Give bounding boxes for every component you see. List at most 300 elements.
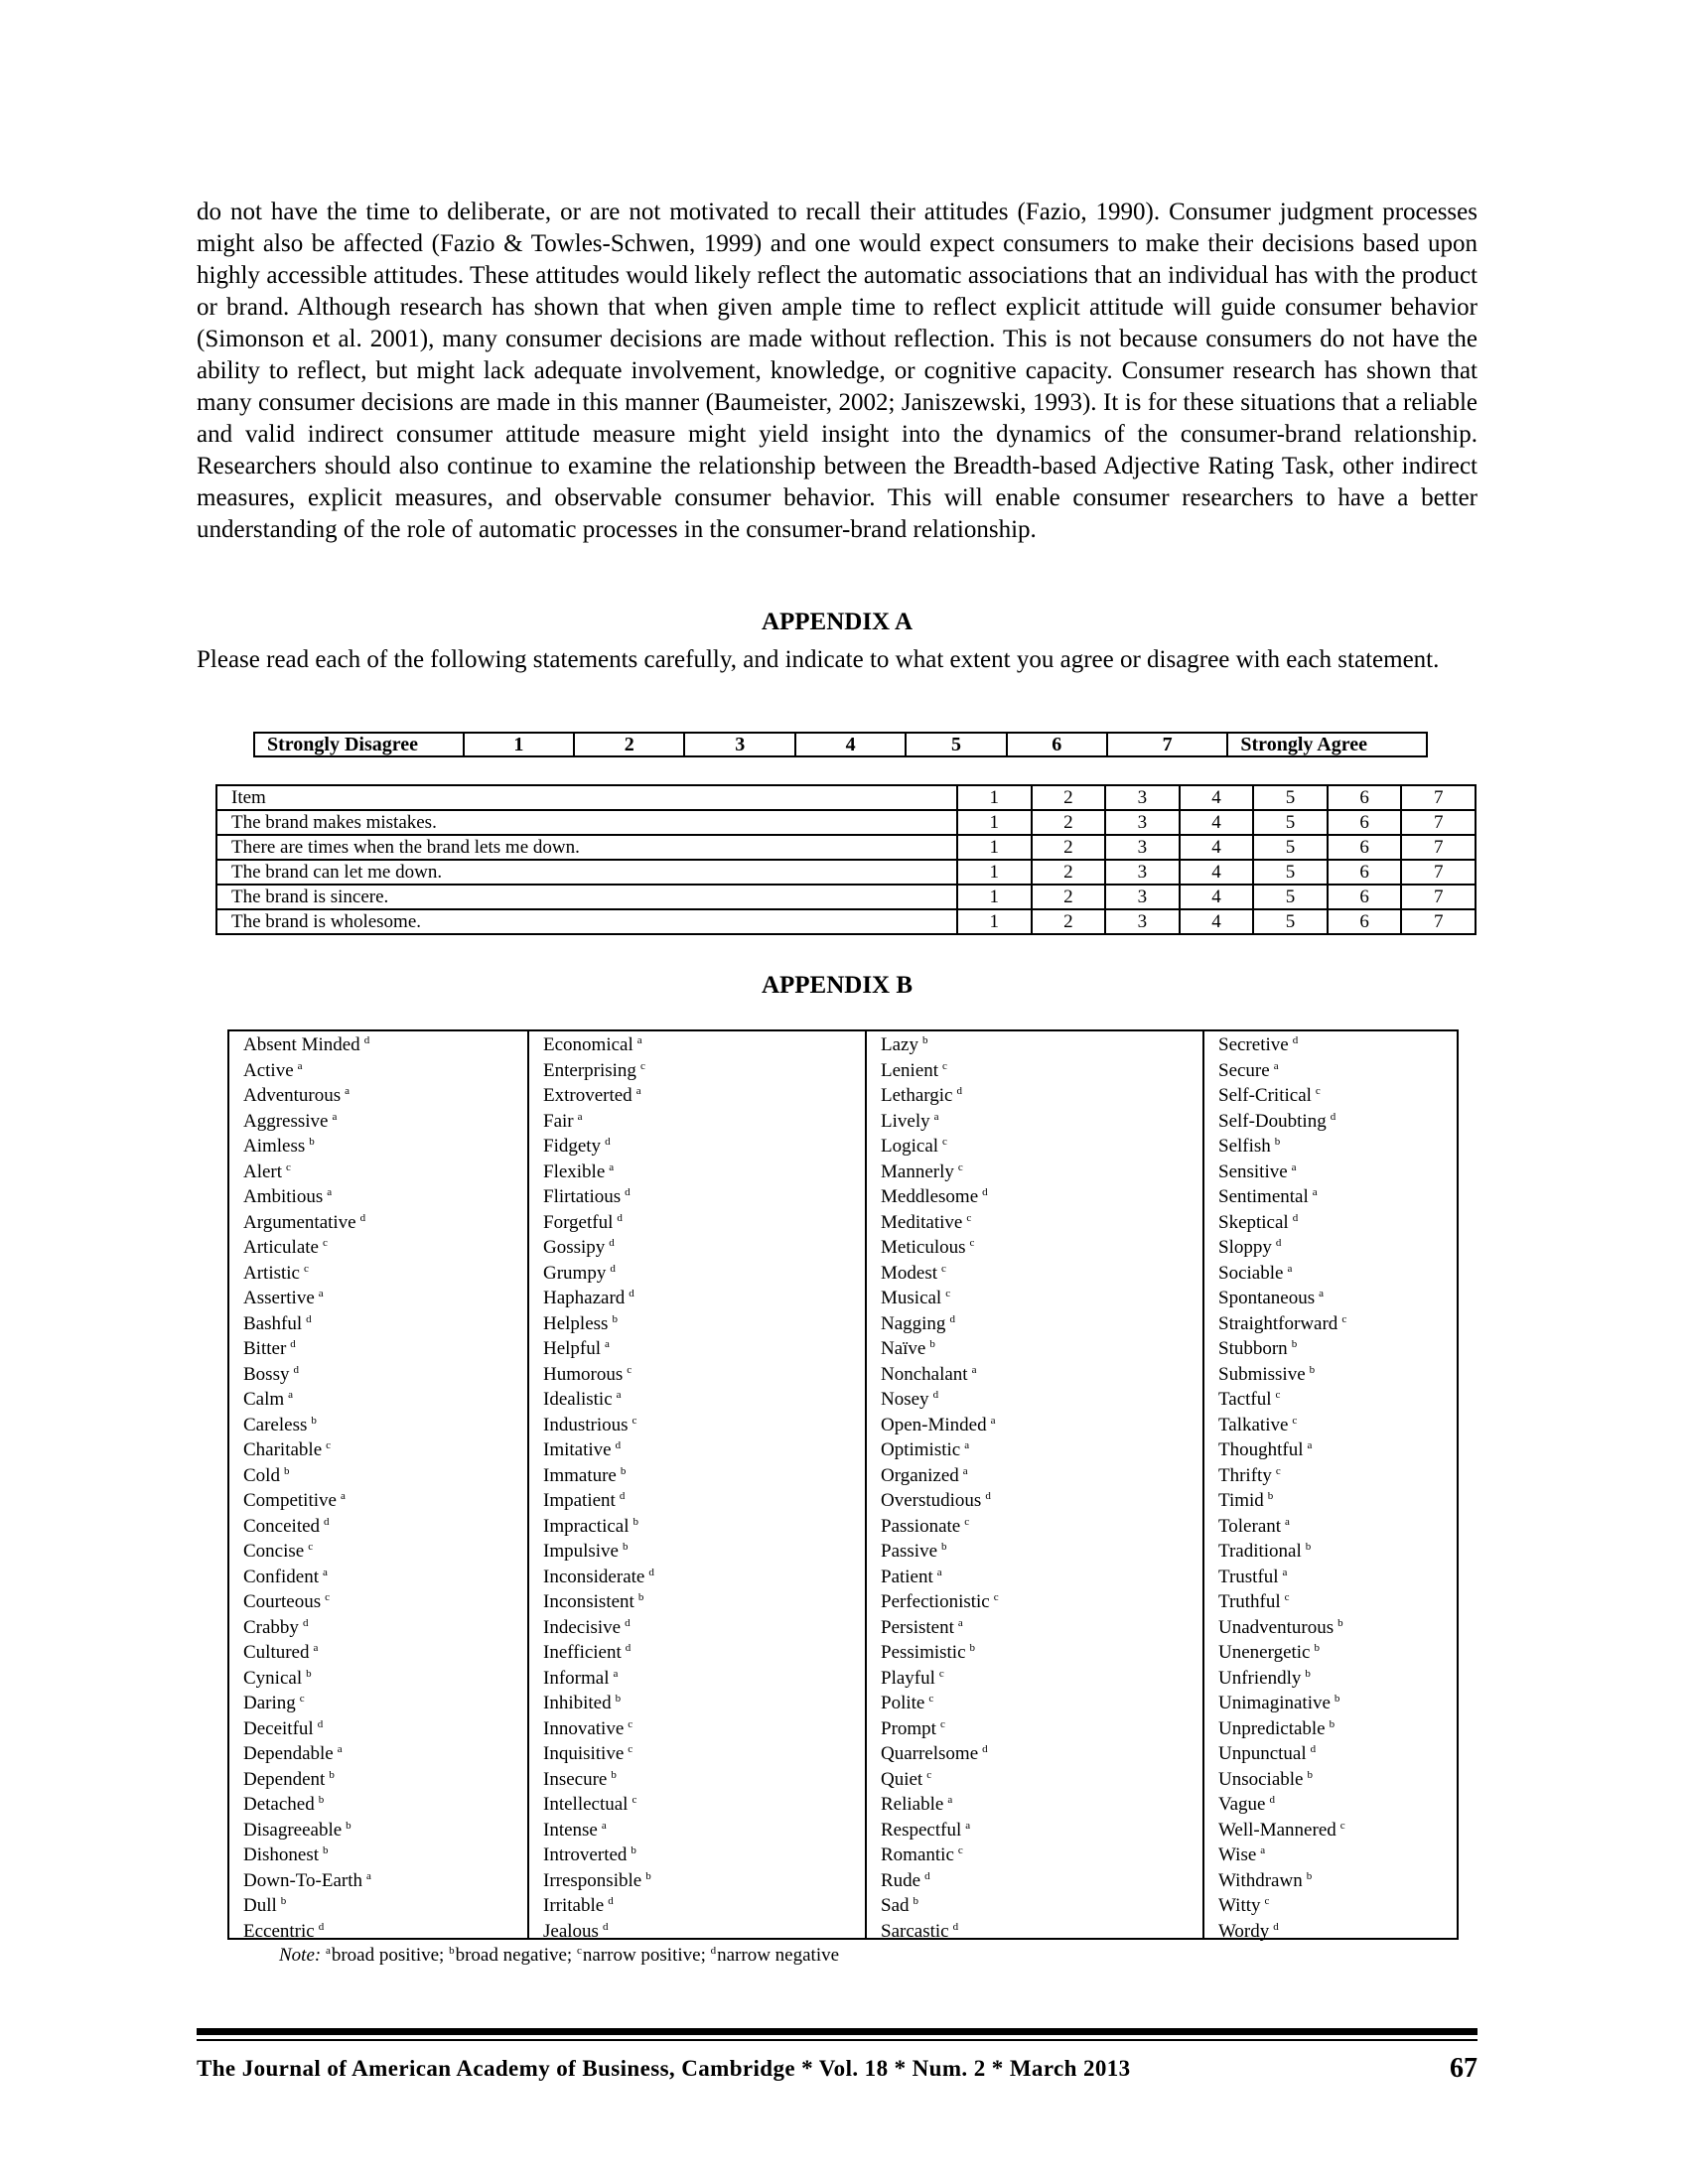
adjective-category-marker: b [1314, 1642, 1320, 1654]
item-statement: The brand is wholesome. [216, 909, 957, 934]
adjective-category-marker: a [1273, 1059, 1279, 1072]
adjective-item [243, 1387, 527, 1413]
adjective-category-marker: a [288, 1389, 294, 1401]
adjective-category-marker: d [629, 1288, 634, 1299]
item-scale-value: 4 [1180, 810, 1254, 835]
adjective-category-marker: a [1260, 1844, 1266, 1856]
adjective-word: Cynical [243, 1667, 303, 1689]
adjective-item [543, 1235, 865, 1261]
adjective-item [881, 1514, 1202, 1540]
adjective-category-marker: b [1329, 1717, 1336, 1730]
adjective-category-marker: d [617, 1211, 623, 1224]
item-scale-value: 2 [1032, 885, 1106, 909]
adjective-word: Unpunctual [1218, 1743, 1307, 1764]
adjective-item [1218, 1741, 1457, 1767]
adjective-item [1218, 1387, 1457, 1413]
adjective-word: Persistent [881, 1616, 954, 1638]
adjective-word: Secretive [1218, 1034, 1289, 1055]
item-row [216, 810, 1476, 835]
adjective-word: Imitative [543, 1439, 612, 1460]
adjective-word: Playful [881, 1667, 935, 1689]
adjective-word: Truthful [1218, 1591, 1281, 1612]
scale-point: 3 [684, 733, 794, 756]
adjective-word: Well-Mannered [1218, 1819, 1336, 1841]
adjective-word: Straightforward [1218, 1312, 1338, 1334]
adjective-word: Daring [243, 1693, 296, 1713]
adjective-item [881, 1184, 1202, 1210]
adjective-word: Intellectual [543, 1794, 629, 1815]
adjective-word: Passionate [881, 1515, 961, 1537]
adjective-item [1218, 1235, 1457, 1261]
adjective-category-marker: a [577, 1110, 583, 1123]
adjective-item [1218, 1134, 1457, 1160]
item-scale-value: 2 [1032, 909, 1106, 934]
adjective-word: Haphazard [543, 1288, 626, 1308]
adjective-word: Trustful [1218, 1566, 1279, 1587]
adjective-category-marker: a [601, 1819, 607, 1832]
item-scale-value: 7 [1401, 860, 1476, 885]
note-text: narrow negative [717, 1945, 840, 1966]
item-scale-value: 1 [957, 835, 1032, 860]
adjective-category-marker: d [290, 1338, 296, 1350]
item-scale-value: 3 [1105, 860, 1180, 885]
item-scale-value: 6 [1328, 909, 1402, 934]
adjective-item [1218, 1640, 1457, 1666]
adjective-category-marker: c [964, 1515, 970, 1528]
adjective-word: Informal [543, 1667, 610, 1689]
adjective-word: Impulsive [543, 1541, 619, 1562]
adjective-word: Thrifty [1218, 1464, 1272, 1486]
adjective-word: Courteous [243, 1591, 322, 1612]
adjective-item [881, 1362, 1202, 1388]
adjective-category-marker: b [1267, 1490, 1274, 1502]
adjective-word: Spontaneous [1218, 1288, 1316, 1308]
adjective-item [1218, 1463, 1457, 1489]
adjective-word: Aggressive [243, 1110, 329, 1132]
adjective-word: Unpredictable [1218, 1717, 1326, 1739]
item-scale-value: 5 [1253, 885, 1328, 909]
adjective-item [1218, 1160, 1457, 1185]
adjective-item [881, 1767, 1202, 1793]
item-scale-value: 4 [1180, 860, 1254, 885]
adjective-category-marker: b [637, 1591, 644, 1603]
item-statement: The brand is sincere. [216, 885, 957, 909]
adjective-item [243, 1792, 527, 1818]
item-scale-value: 4 [1180, 909, 1254, 934]
scale-point: 4 [795, 733, 906, 756]
adjective-word: Vague [1218, 1794, 1266, 1815]
adjective-category-marker: a [1319, 1288, 1324, 1299]
adjective-item [1218, 1184, 1457, 1210]
adjective-category-marker: a [990, 1414, 996, 1427]
adjective-item [243, 1919, 527, 1945]
adjective-word: Mannerly [881, 1160, 954, 1182]
adjective-word: Artistic [243, 1262, 300, 1284]
adjective-item [881, 1539, 1202, 1565]
adjective-category-marker: a [936, 1566, 942, 1578]
adjective-category-marker: b [329, 1768, 335, 1781]
adjective-item [243, 1235, 527, 1261]
adjective-word: Inefficient [543, 1642, 622, 1663]
adjective-word: Tactful [1218, 1389, 1272, 1410]
item-scale-value: 4 [1180, 885, 1254, 909]
adjective-category-marker: b [323, 1844, 329, 1856]
adjective-word: Flirtatious [543, 1186, 622, 1207]
footer-journal-citation: The Journal of American Academy of Business, Cambridge * Vol. 18 * Num. 2 * March 2013 [197, 2056, 1131, 2081]
adjective-category-marker: d [1273, 1920, 1279, 1933]
adjective-category-marker: a [947, 1794, 953, 1806]
adjective-category-marker: a [297, 1059, 303, 1072]
adjective-category-marker: b [623, 1541, 629, 1553]
adjective-word: Calm [243, 1389, 285, 1410]
adjective-item [243, 1160, 527, 1185]
adjective-item [1218, 1716, 1457, 1742]
adjective-word: Nagging [881, 1312, 946, 1334]
adjective-category-marker: a [1312, 1186, 1318, 1198]
adjective-word: Eccentric [243, 1920, 315, 1942]
adjective-word: Witty [1218, 1895, 1261, 1916]
adjective-item [1218, 1109, 1457, 1135]
adjective-category-marker: a [318, 1288, 324, 1299]
item-scale-value: 5 [1253, 835, 1328, 860]
adjective-item [881, 1691, 1202, 1716]
adjective-word: Open-Minded [881, 1414, 987, 1435]
adjective-category-marker: a [332, 1110, 338, 1123]
adjective-item [881, 1589, 1202, 1615]
item-scale-value: 6 [1328, 860, 1402, 885]
adjective-item [881, 1640, 1202, 1666]
adjective-category-marker: b [1291, 1338, 1298, 1350]
adjective-word: Unimaginative [1218, 1693, 1331, 1713]
adjective-item [1218, 1311, 1457, 1337]
adjective-category-marker: c [1315, 1085, 1321, 1097]
adjective-category-marker: b [1309, 1363, 1316, 1376]
adjective-category-marker: d [359, 1211, 366, 1224]
adjective-word: Industrious [543, 1414, 629, 1435]
adjective-category-marker: d [619, 1490, 626, 1502]
adjective-word: Sad [881, 1895, 910, 1916]
adjective-category-marker: c [632, 1794, 637, 1806]
scale-label-disagree: Strongly Disagree [254, 733, 464, 756]
adjective-word: Articulate [243, 1237, 319, 1258]
items-header-cell: Item [216, 785, 957, 810]
adjective-word: Absent Minded [243, 1034, 360, 1055]
adjective-category-marker: d [363, 1034, 370, 1046]
adjective-item [243, 1058, 527, 1084]
adjective-category-marker: d [302, 1616, 309, 1629]
adjective-item [543, 1032, 865, 1058]
adjective-item [1218, 1792, 1457, 1818]
adjective-column [865, 1031, 1202, 1942]
adjective-item [1218, 1261, 1457, 1287]
adjective-category-marker: c [304, 1262, 309, 1275]
adjective-item [243, 1691, 527, 1716]
item-row [216, 909, 1476, 934]
adjective-category-marker: c [1275, 1389, 1281, 1401]
item-scale-value: 6 [1328, 835, 1402, 860]
adjective-word: Disagreeable [243, 1819, 343, 1841]
adjective-item [1218, 1868, 1457, 1894]
adjective-item [881, 1134, 1202, 1160]
adjective-word: Romantic [881, 1844, 954, 1865]
adjective-category-marker: d [306, 1312, 312, 1325]
adjective-category-marker: a [635, 1085, 641, 1097]
adjective-category-marker: b [318, 1794, 325, 1806]
item-scale-value: 3 [1105, 909, 1180, 934]
adjective-category-marker: b [1337, 1616, 1343, 1629]
adjective-category-marker: b [1305, 1541, 1312, 1553]
adjective-word: Dependent [243, 1768, 326, 1790]
adjective-category-marker: c [628, 1717, 633, 1730]
adjective-item [243, 1261, 527, 1287]
adjective-item [543, 1261, 865, 1287]
adjective-word: Perfectionistic [881, 1591, 990, 1612]
adjective-word: Assertive [243, 1288, 315, 1308]
footer-rule [197, 2028, 1477, 2035]
adjective-word: Irresponsible [543, 1869, 642, 1891]
page-number: 67 [1450, 2053, 1477, 2084]
adjective-category-marker: a [1287, 1262, 1293, 1275]
adjective-word: Aimless [243, 1136, 306, 1157]
note-marker: d [710, 1945, 717, 1957]
adjective-word: Tolerant [1218, 1515, 1282, 1537]
adjective-category-marker: b [645, 1869, 651, 1882]
scale-point: 5 [906, 733, 1006, 756]
adjective-item [881, 1261, 1202, 1287]
adjective-word: Extroverted [543, 1085, 633, 1106]
adjective-word: Impractical [543, 1515, 630, 1537]
adjective-item [243, 1336, 527, 1362]
item-row [216, 860, 1476, 885]
adjective-word: Quarrelsome [881, 1743, 979, 1764]
adjective-category-marker: c [299, 1693, 305, 1705]
adjective-word: Competitive [243, 1490, 337, 1511]
adjective-word: Meddlesome [881, 1186, 979, 1207]
item-scale-value: 5 [1253, 810, 1328, 835]
adjective-category-marker: d [293, 1363, 299, 1376]
item-scale-value: 3 [1105, 785, 1180, 810]
appendix-a-heading: APPENDIX A [761, 609, 914, 635]
adjective-item [543, 1286, 865, 1311]
item-scale-value: 5 [1253, 860, 1328, 885]
adjective-category-marker: a [1285, 1515, 1290, 1528]
adjective-word: Ambitious [243, 1186, 324, 1207]
adjective-item [1218, 1514, 1457, 1540]
note-text: narrow positive; [582, 1945, 706, 1966]
adjective-item [243, 1413, 527, 1438]
adjective-category-marker: c [632, 1414, 637, 1427]
adjective-item [881, 1919, 1202, 1945]
adjective-category-marker: b [921, 1034, 928, 1046]
adjective-word: Immature [543, 1464, 617, 1486]
adjective-category-marker: d [924, 1869, 930, 1882]
item-scale-value: 2 [1032, 810, 1106, 835]
adjective-word: Deceitful [243, 1717, 314, 1739]
adjective-category-marker: c [993, 1591, 999, 1603]
adjective-word: Bashful [243, 1312, 303, 1334]
adjective-word: Alert [243, 1160, 283, 1182]
note-text: broad positive; [331, 1945, 445, 1966]
adjective-word: Lively [881, 1110, 930, 1132]
adjective-category-marker: a [313, 1642, 319, 1654]
item-scale-value: 1 [957, 909, 1032, 934]
adjective-category-marker: d [318, 1920, 325, 1933]
adjective-item [543, 1463, 865, 1489]
adjective-item [543, 1792, 865, 1818]
adjective-category-marker: d [1269, 1794, 1275, 1806]
adjective-item [543, 1058, 865, 1084]
adjective-item [543, 1083, 865, 1109]
adjective-category-marker: a [965, 1819, 971, 1832]
adjective-column [229, 1031, 527, 1942]
adjective-item [1218, 1843, 1457, 1868]
adjective-word: Down-To-Earth [243, 1869, 363, 1891]
item-scale-value: 4 [1180, 835, 1254, 860]
adjective-word: Dishonest [243, 1844, 319, 1865]
adjective-item [543, 1184, 865, 1210]
adjective-word: Pessimistic [881, 1642, 966, 1663]
adjective-item [1218, 1893, 1457, 1919]
adjective-item [543, 1413, 865, 1438]
adjective-item [243, 1463, 527, 1489]
adjective-word: Meditative [881, 1211, 963, 1233]
adjective-item [881, 1666, 1202, 1692]
adjective-item [1218, 1615, 1457, 1641]
adjective-item [1218, 1589, 1457, 1615]
adjective-item [1218, 1565, 1457, 1590]
adjective-item [543, 1437, 865, 1463]
adjective-word: Unadventurous [1218, 1616, 1335, 1638]
adjective-category-marker: d [609, 1237, 615, 1249]
item-scale-value: 2 [1032, 860, 1106, 885]
adjective-category-marker: a [323, 1566, 328, 1578]
adjective-word: Flexible [543, 1160, 606, 1182]
adjective-item [543, 1160, 865, 1185]
scale-point: 6 [1007, 733, 1107, 756]
adjective-item [1218, 1437, 1457, 1463]
adjective-word: Gossipy [543, 1237, 606, 1258]
adjective-category-marker: c [945, 1288, 951, 1299]
adjective-item [243, 1843, 527, 1868]
adjective-word: Optimistic [881, 1439, 961, 1460]
adjective-category-marker: b [612, 1312, 618, 1325]
rating-scale-table [253, 732, 1428, 757]
adjective-category-marker: c [926, 1768, 932, 1781]
adjective-category-marker: d [1330, 1110, 1336, 1123]
adjective-item [1218, 1413, 1457, 1438]
scale-label-agree: Strongly Agree [1227, 733, 1427, 756]
adjective-category-marker: c [942, 1059, 947, 1072]
adjective-word: Idealistic [543, 1389, 613, 1410]
adjective-category-marker: c [308, 1541, 314, 1553]
item-scale-value: 7 [1401, 835, 1476, 860]
adjective-word: Charitable [243, 1439, 323, 1460]
note-marker: b [449, 1945, 455, 1957]
adjective-category-marker: b [913, 1895, 918, 1907]
adjective-category-marker: b [615, 1693, 622, 1705]
adjective-item [543, 1387, 865, 1413]
adjective-category-marker: c [1284, 1591, 1290, 1603]
adjective-category-marker: c [941, 1262, 946, 1275]
scale-point: 1 [464, 733, 574, 756]
adjective-word: Inquisitive [543, 1743, 625, 1764]
adjective-word: Bitter [243, 1338, 287, 1359]
item-scale-value: 7 [1401, 909, 1476, 934]
adjective-word: Wordy [1218, 1920, 1270, 1942]
adjective-category-marker: b [306, 1667, 312, 1680]
adjective-category-marker: b [969, 1642, 976, 1654]
adjective-word: Inconsiderate [543, 1566, 645, 1587]
note-label: Note: [279, 1945, 322, 1966]
adjective-word: Skeptical [1218, 1211, 1289, 1233]
adjective-word: Fair [543, 1110, 574, 1132]
adjective-item [881, 1336, 1202, 1362]
adjective-category-marker: b [1274, 1136, 1281, 1148]
adjective-category-marker: d [952, 1920, 959, 1933]
item-scale-value: 1 [957, 810, 1032, 835]
adjective-word: Selfish [1218, 1136, 1271, 1157]
adjective-category-marker: d [625, 1186, 631, 1198]
adjective-category-marker: d [1275, 1237, 1282, 1249]
adjective-category-marker: c [286, 1160, 291, 1173]
adjective-category-marker: a [971, 1363, 977, 1376]
adjective-item [881, 1893, 1202, 1919]
adjective-item [243, 1565, 527, 1590]
adjective-word: Dependable [243, 1743, 334, 1764]
adjective-item [243, 1437, 527, 1463]
adjective-category-marker: c [326, 1439, 332, 1451]
adjective-item [543, 1362, 865, 1388]
adjective-item [1218, 1767, 1457, 1793]
note-text: broad negative; [455, 1945, 573, 1966]
adjective-category-marker: c [957, 1160, 963, 1173]
adjective-category-marker: d [602, 1920, 609, 1933]
adjective-category-marker: d [982, 1186, 988, 1198]
item-scale-value: 3 [1105, 885, 1180, 909]
adjective-item [243, 1184, 527, 1210]
adjective-item [543, 1716, 865, 1742]
adjective-category-marker: c [322, 1237, 328, 1249]
adjective-category-marker: d [982, 1743, 988, 1755]
appendix-a-instructions: Please read each of the following statements carefully, and indicate to what extent you agree or disagree with each statement. [197, 646, 1440, 673]
adjective-item [881, 1565, 1202, 1590]
adjective-word: Careless [243, 1414, 308, 1435]
adjective-category-marker: d [1292, 1211, 1299, 1224]
adjective-item [543, 1589, 865, 1615]
adjective-category-marker: d [985, 1490, 991, 1502]
adjective-word: Detached [243, 1794, 315, 1815]
adjective-category-marker: a [345, 1085, 351, 1097]
adjective-item [543, 1336, 865, 1362]
adjective-word: Sarcastic [881, 1920, 949, 1942]
adjective-category-marker: b [1334, 1693, 1340, 1705]
adjective-item [243, 1741, 527, 1767]
adjective-category-marker: a [957, 1616, 963, 1629]
item-scale-value: 1 [957, 860, 1032, 885]
adjective-item [881, 1488, 1202, 1514]
adjective-item [1218, 1210, 1457, 1236]
adjective-word: Prompt [881, 1717, 936, 1739]
adjective-item [881, 1210, 1202, 1236]
adjective-word: Secure [1218, 1059, 1270, 1081]
adjective-word: Adventurous [243, 1085, 342, 1106]
adjective-category-marker: c [325, 1591, 330, 1603]
item-statement: The brand can let me down. [216, 860, 957, 885]
adjective-category-marker: c [966, 1211, 972, 1224]
adjective-item [543, 1615, 865, 1641]
adjective-item [881, 1741, 1202, 1767]
adjective-category-marker: a [616, 1389, 622, 1401]
